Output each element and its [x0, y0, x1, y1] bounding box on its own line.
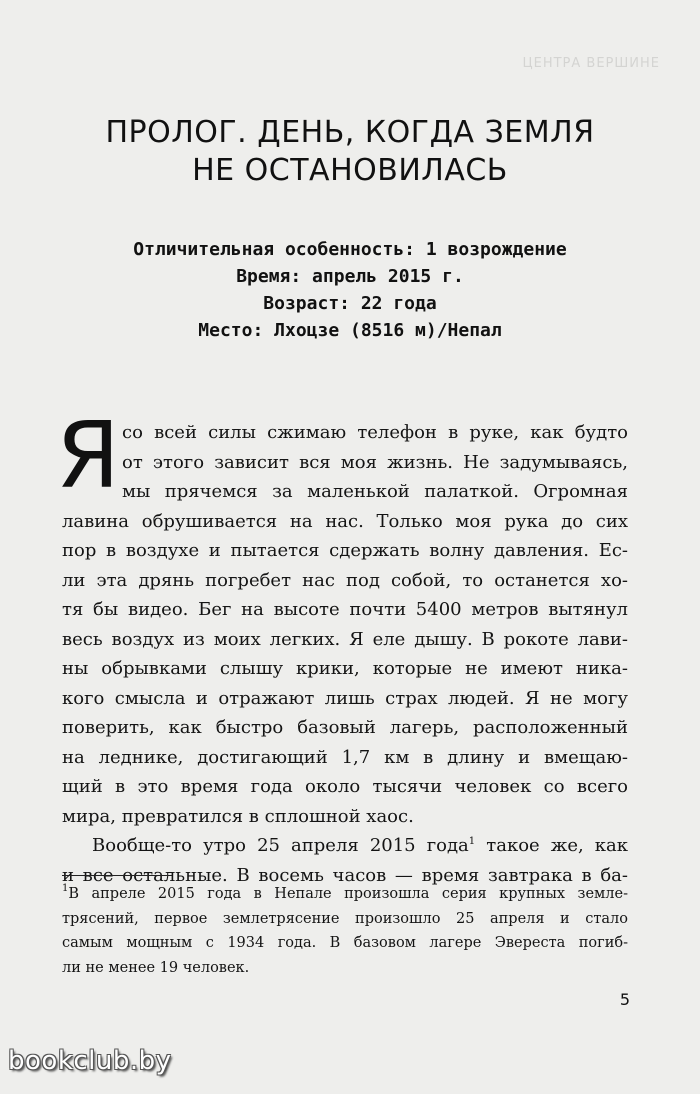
footnote-text: В апреле 2015 года в Непале произошла серия крупных земле-	[68, 886, 628, 902]
chapter-meta	[40, 236, 660, 344]
body-line: пор в воздухе и пытается сдержать волну давления. Ес-	[62, 540, 628, 561]
footnote-line	[62, 882, 628, 907]
footnote-line: ли не менее 19 человек.	[62, 959, 250, 976]
paragraph-2-text-b: такое же, как	[475, 835, 628, 856]
body-line: мы прячемся за маленькой палаткой. Огромная	[122, 481, 628, 502]
footnote-reference[interactable]: 1	[468, 836, 476, 847]
body-line: тя бы видео. Бег на высоте почти 5400 метров вытянул	[62, 599, 628, 620]
page-number: 5	[619, 990, 630, 1009]
footnote-line: трясений, первое землетрясение произошло 25 апреля и стало	[62, 910, 628, 927]
body-line: мира, превратился в сплошной хаос.	[62, 805, 414, 827]
body-line: ли эта дрянь погребет нас под собой, то останется хо-	[62, 569, 628, 591]
meta-time: Время: апрель 2015 г.	[236, 266, 464, 287]
body-line: поверить, как быстро базовый лагерь, расположенный	[62, 717, 628, 738]
footnote-divider	[62, 875, 172, 876]
body-line: ны обрывками слышу крики, которые не имеют ника-	[62, 658, 628, 679]
body-line: щий в это время года около тысячи человек со всего	[62, 776, 628, 797]
body-line: со всей силы сжимаю телефон в руке, как будто	[122, 422, 628, 443]
drop-cap: Я	[56, 402, 120, 509]
body-line: от этого зависит вся моя жизнь. Не задумываясь,	[122, 451, 628, 473]
chapter-title	[40, 114, 660, 190]
meta-age: Возраст: 22 года	[263, 293, 437, 314]
meta-feature: Отличительная особенность: 1 возрождение	[133, 239, 567, 260]
body-line: весь воздух из моих легких. Я еле дышу. В рокоте лави-	[62, 628, 628, 650]
paragraph-2-text-a: Вообще-то утро 25 апреля 2015 года	[92, 835, 469, 856]
body-line: лавина обрушивается на нас. Только моя рука до сих	[62, 510, 628, 532]
body-line: кого смысла и отражают лишь страх людей. Я не могу	[62, 687, 628, 709]
chapter-title-line-1: ПРОЛОГ. ДЕНЬ, КОГДА ЗЕМЛЯ	[105, 115, 595, 150]
chapter-title-line-2: НЕ ОСТАНОВИЛАСЬ	[192, 153, 508, 188]
footnote-mark: 1	[62, 883, 69, 894]
watermark-logo: bookclub.by	[8, 1046, 172, 1076]
body-line: и все остальные. В восемь часов — время завтрака в ба-	[62, 864, 628, 886]
footnote-line: самым мощным с 1934 года. В базовом лагере Эвереста погиб-	[62, 935, 628, 951]
meta-place: Место: Лхоцзе (8516 м)/Непал	[198, 320, 502, 341]
body-line	[62, 831, 628, 861]
running-head: ЦЕНТРА ВЕРШИНЕ	[522, 56, 660, 71]
body-text	[62, 418, 628, 890]
footnote	[62, 882, 628, 980]
body-line: на леднике, достигающий 1,7 км в длину и вмещаю-	[62, 746, 628, 768]
